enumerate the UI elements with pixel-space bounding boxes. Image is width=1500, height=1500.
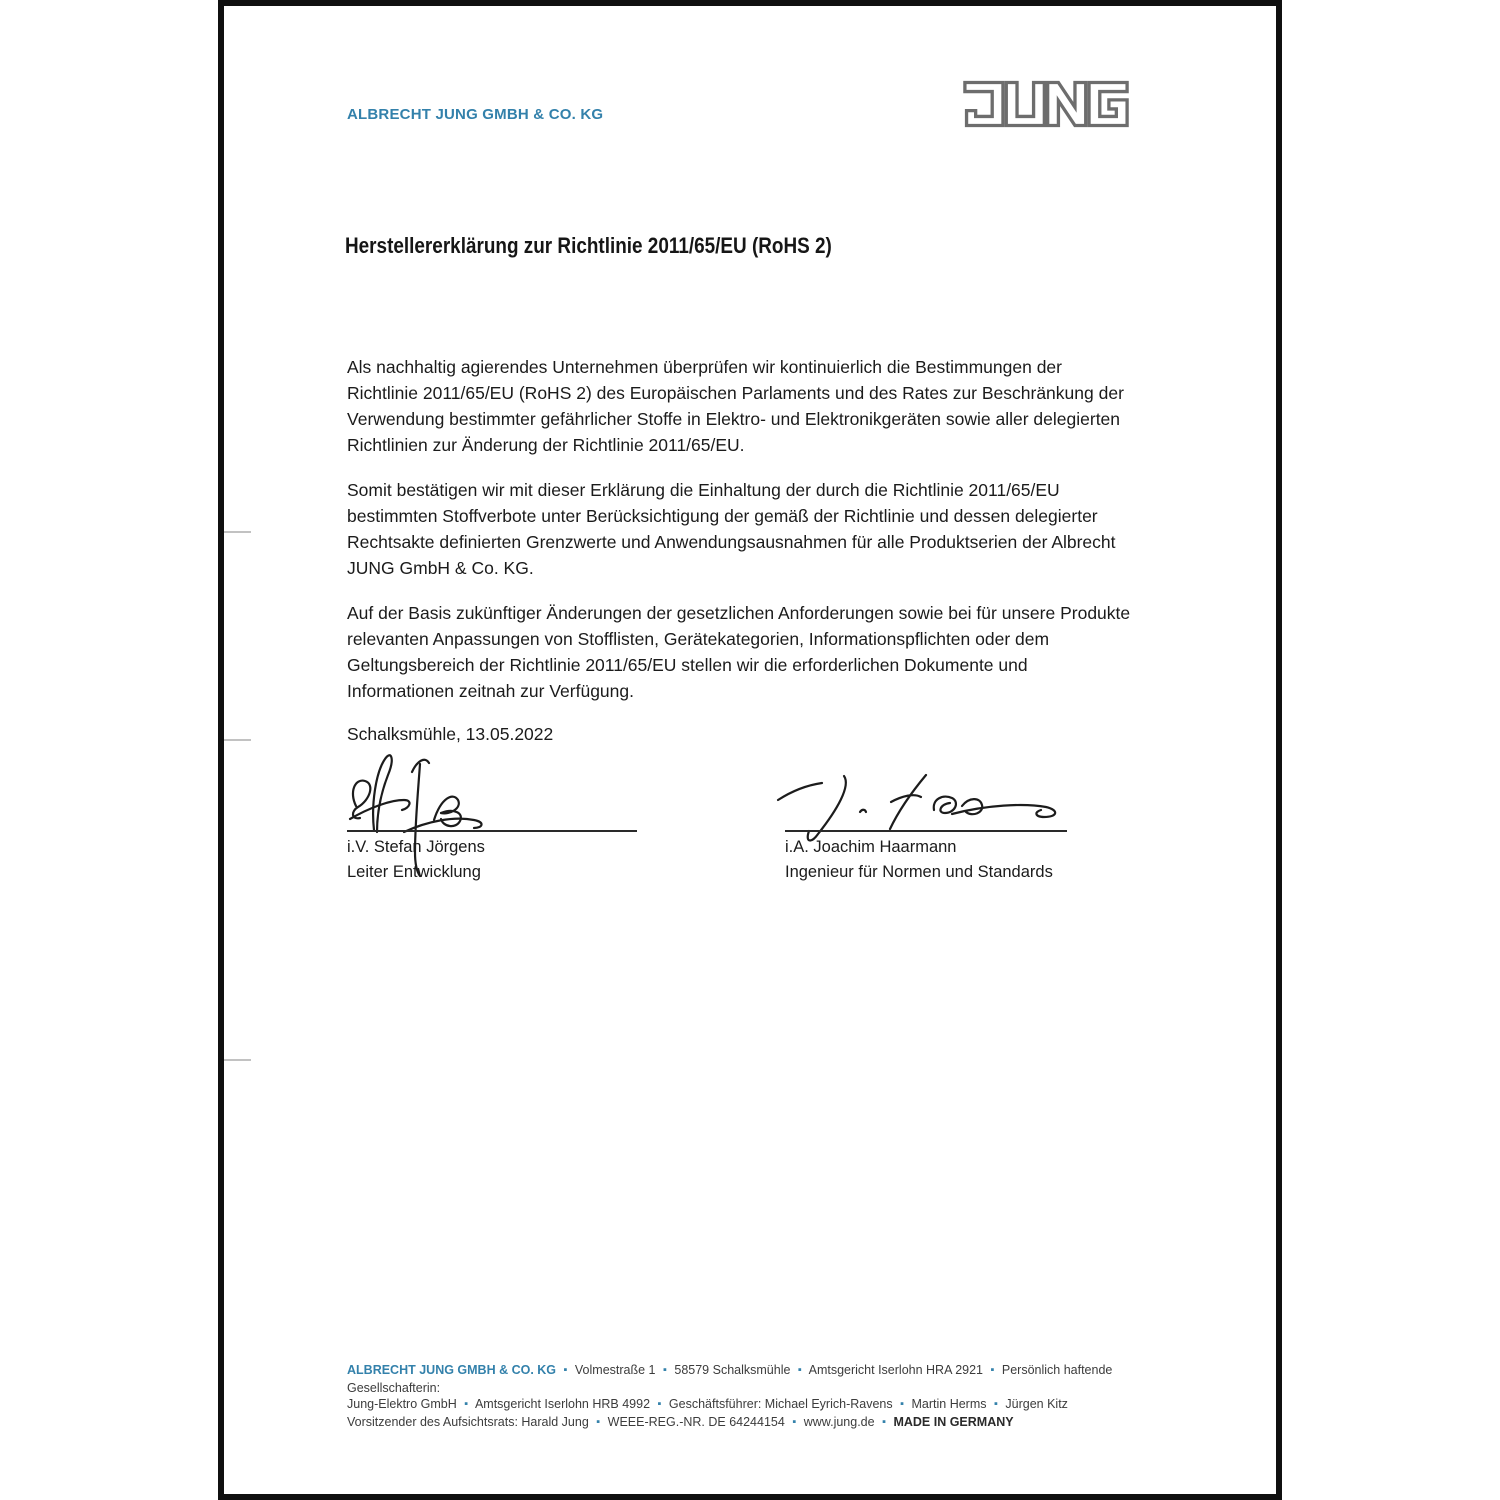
bullet-separator-icon: ▪ (990, 1364, 995, 1376)
footer-managing-director-3: Jürgen Kitz (1005, 1397, 1068, 1411)
fold-mark-bottom (224, 1059, 251, 1061)
footer-address: Volmestraße 1 (574, 1363, 656, 1377)
footer-imprint (347, 1362, 1177, 1431)
signatory-right-role: Ingenieur für Normen und Standards (785, 863, 1053, 881)
paragraph-1: Als nachhaltig agierendes Unternehmen überprüfen wir kontinuierlich die Bestimmungen der Richtlinie 2011/65/EU (RoHS 2) des Europäischen Parlaments und des Rates zur Beschränkung der Verwendung bestimmter gefährlicher Stoffe in Elektro- und Elektronikgeräten sowie aller delegierten Richtlinien zur Änderung der Richtlinie 2011/65/EU. (347, 357, 1124, 455)
signatory-left-role: Leiter Entwicklung (347, 863, 481, 881)
paragraph-3: Auf der Basis zukünftiger Änderungen der gesetzlichen Anforderungen sowie bei für unsere Produkte relevanten Anpassungen von Stofflisten, Gerätekategorien, Informationspflichten oder dem Geltungsbereich der Richtlinie 2011/65/EU stellen wir die erforderlichen Dokumente und Informationen zeitnah zur Verfügung. (347, 603, 1131, 701)
footer-partner-label: Persönlich haftende Gesellschafterin: (347, 1363, 1113, 1395)
bullet-separator-icon: ▪ (596, 1415, 601, 1428)
footer-company-name: ALBRECHT JUNG GMBH & CO. KG (347, 1363, 557, 1377)
paragraph-2: Somit bestätigen wir mit dieser Erklärung die Einhaltung der durch die Richtlinie 2011/65/EU bestimmten Stoffverbote unter Berücksichtigung der gemäß der Richtlinie und dessen delegierter Rechtsakte definierten Grenzwerte und Anwendungsausnahmen für alle Produktserien der Albrecht JUNG GmbH & Co. KG. (347, 480, 1116, 578)
bullet-separator-icon: ▪ (792, 1415, 797, 1428)
jung-logo (946, 80, 1146, 128)
bullet-separator-icon: ▪ (994, 1398, 998, 1410)
footer-city: 58579 Schalksmühle (674, 1363, 791, 1377)
signatory-right (785, 835, 1053, 885)
bullet-separator-icon: ▪ (662, 1364, 667, 1376)
footer-partner-company: Jung-Elektro GmbH (347, 1397, 457, 1411)
signatory-left-name: i.V. Stefan Jörgens (347, 838, 485, 856)
a4-page (218, 0, 1282, 1500)
footer-weee-number: WEEE-REG.-NR. DE 64244154 (607, 1414, 785, 1429)
document-title: Herstellererklärung zur Richtlinie 2011/65/EU (RoHS 2) (345, 233, 832, 258)
bullet-separator-icon: ▪ (657, 1398, 662, 1410)
bullet-separator-icon: ▪ (563, 1364, 568, 1376)
body-text (347, 354, 1131, 723)
footer-chairman: Vorsitzender des Aufsichtsrats: Harald Jung (347, 1414, 589, 1429)
bullet-separator-icon: ▪ (797, 1364, 802, 1376)
place-date: Schalksmühle, 13.05.2022 (347, 724, 554, 744)
footer-managing-director-2: Martin Herms (911, 1397, 987, 1411)
footer-line-1 (347, 1362, 1177, 1396)
footer-website: www.jung.de (803, 1414, 875, 1429)
signatory-right-name: i.A. Joachim Haarmann (785, 838, 957, 856)
fold-mark-middle (224, 739, 251, 741)
bullet-separator-icon: ▪ (900, 1398, 905, 1410)
signature-line-right (785, 830, 1067, 832)
footer-made-in-germany: MADE IN GERMANY (893, 1414, 1014, 1429)
footer-line-3 (347, 1414, 1177, 1432)
footer-court-hrb: Amtsgericht Iserlohn HRB 4992 (474, 1397, 651, 1411)
fold-mark-top (224, 531, 251, 533)
company-name-header: ALBRECHT JUNG GMBH & CO. KG (347, 106, 604, 123)
bullet-separator-icon: ▪ (464, 1398, 469, 1410)
signature-line-left (347, 830, 637, 832)
signatory-left (347, 835, 485, 885)
footer-managing-director-1: Geschäftsführer: Michael Eyrich-Ravens (668, 1397, 893, 1411)
footer-court-hra: Amtsgericht Iserlohn HRA 2921 (808, 1363, 983, 1377)
footer-line-2 (347, 1396, 1177, 1414)
bullet-separator-icon: ▪ (882, 1415, 886, 1428)
